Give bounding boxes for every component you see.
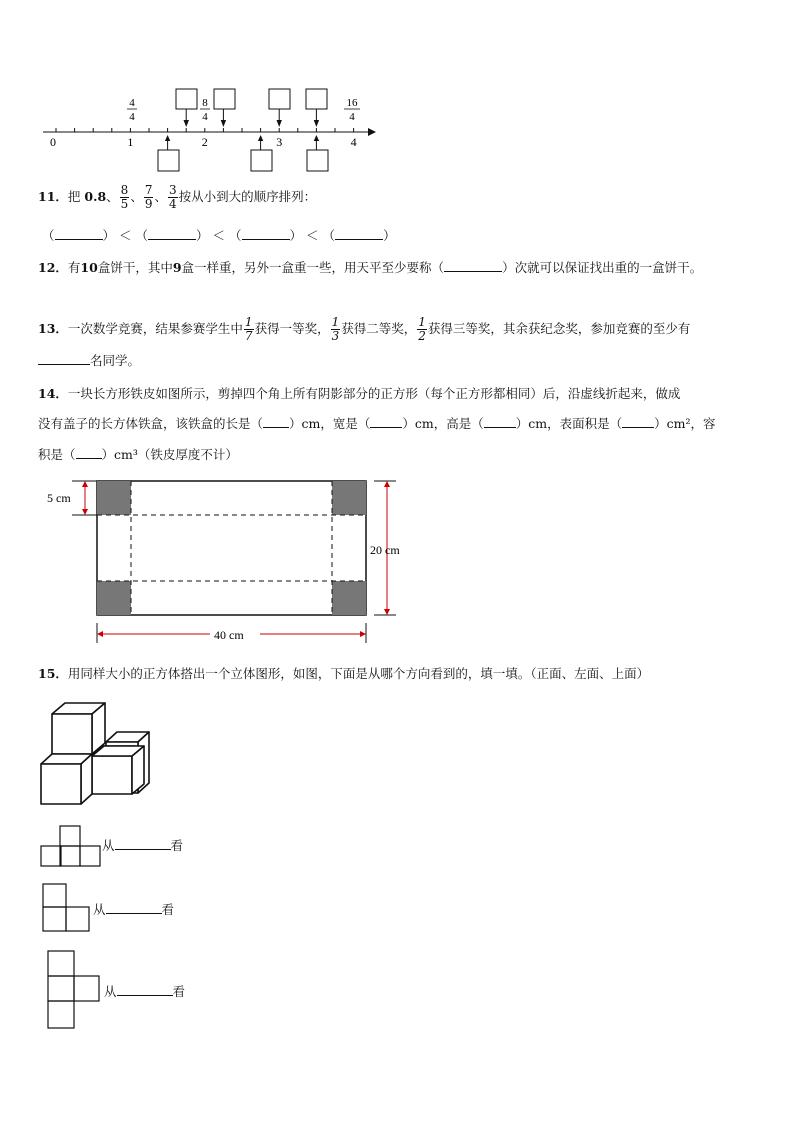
answer-blank-3[interactable]: [242, 239, 290, 240]
answer-box-bottom-1[interactable]: [158, 135, 179, 171]
number-line-figure: [38, 85, 378, 180]
question-number: 11．: [38, 189, 68, 204]
answer-box-bottom-2[interactable]: [251, 135, 272, 171]
answer-box-top-2[interactable]: [214, 89, 235, 127]
view-2-blank[interactable]: [106, 913, 162, 914]
view-1-answer: 从 看: [102, 838, 184, 853]
answer-blank-1[interactable]: [55, 239, 103, 240]
answer-length[interactable]: [263, 427, 289, 428]
answer-height[interactable]: [484, 427, 516, 428]
fraction-1-3: $\frac{1}{3}$: [331, 315, 340, 343]
answer-box-top-3[interactable]: [269, 89, 290, 127]
tick-label-2: 2: [201, 135, 208, 149]
corner-square-bottom-left: [97, 581, 131, 615]
label-5cm: 5 cm: [47, 491, 71, 505]
question-14-line1: 14．一块长方形铁皮如图所示，剪掉四个角上所有阴影部分的正方形（每个正方形都相同）后，沿虚线折起来，做成: [38, 386, 681, 401]
view-3-blank[interactable]: [117, 995, 173, 996]
fraction-7-9: $\frac{7}{9}$: [144, 183, 153, 211]
view-3-figure: [44, 950, 102, 1030]
question-number: 12．: [38, 260, 68, 275]
question-14-line2: 没有盖子的长方体铁盒，该铁盒的长是（ ）cm，宽是（ ）cm，高是（ ）cm，表面积是（ ）cm²，容: [38, 416, 716, 431]
tick-label-1: 1: [127, 135, 134, 149]
answer-box-top-1[interactable]: [176, 89, 197, 127]
question-13: 13．一次数学竞赛，结果参赛学生中 $\frac{1}{7}$ 获得一等奖， $\frac{1}{3}$ 获得二等奖， $\frac{1}{2}$ 获得三等奖，其余获纪念奖，参加竞赛的至少有: [38, 315, 691, 343]
question-12: 12．有10盒饼干，其中9盒一样重，另外一盒重一些，用天平至少要称（ ）次就可以保证找出重的一盒饼干。: [38, 260, 703, 275]
fraction-16-4-num: 16: [346, 97, 358, 109]
fraction-8-4-num: 8: [202, 97, 208, 109]
fraction-4-4-num: 4: [129, 97, 135, 109]
axis-arrow: [368, 128, 376, 136]
answer-box-top-4[interactable]: [306, 89, 327, 127]
fraction-3-4: $\frac{3}{4}$: [168, 183, 177, 211]
question-11: 11．把 0.8、 $\frac{8}{5}$ 、 $\frac{7}{9}$ 、 $\frac{3}{4}$ 按从小到大的顺序排列：: [38, 183, 317, 211]
answer-blank-4[interactable]: [335, 239, 383, 240]
question-number: 15．: [38, 666, 68, 681]
tick-label-3: 3: [276, 135, 283, 149]
answer-surface-area[interactable]: [622, 427, 654, 428]
view-2-figure: [42, 883, 92, 933]
fraction-8-4-den: 4: [202, 111, 208, 123]
view-2-answer: 从 看: [93, 902, 175, 917]
tick-label-4: 4: [350, 135, 357, 149]
answer-blank[interactable]: [444, 271, 502, 272]
question-number: 14．: [38, 386, 68, 401]
fraction-1-2: $\frac{1}{2}$: [418, 315, 426, 343]
question-13-line2: 名同学。: [38, 351, 140, 371]
answer-blank[interactable]: [38, 364, 90, 365]
corner-square-top-right: [332, 481, 366, 515]
answer-volume[interactable]: [76, 458, 102, 459]
cube-stack-figure: [38, 700, 153, 810]
corner-square-bottom-right: [332, 581, 366, 615]
corner-square-top-left: [97, 481, 131, 515]
fraction-8-5: $\frac{8}{5}$: [120, 183, 129, 211]
question-number: 13．: [38, 321, 68, 336]
fraction-4-4-den: 4: [129, 111, 135, 123]
fraction-1-7: $\frac{1}{7}$: [244, 315, 253, 343]
fraction-16-4-den: 4: [349, 111, 355, 123]
question-11-answers: （ ） ＜ （ ） ＜ （ ） ＜ （ ）: [42, 228, 396, 243]
answer-width[interactable]: [370, 427, 402, 428]
view-1-blank[interactable]: [115, 849, 171, 850]
answer-blank-2[interactable]: [148, 239, 196, 240]
label-40cm: 40 cm: [214, 628, 244, 642]
tick-label-0: 0: [50, 135, 56, 149]
iron-sheet-figure: [40, 475, 420, 650]
question-15: 15．用同样大小的正方体搭出一个立体图形，如图，下面是从哪个方向看到的，填一填。（正面、左面、上面）: [38, 666, 650, 681]
question-14-line3: 积是（ ）cm³（铁皮厚度不计）: [38, 447, 238, 462]
answer-box-bottom-3[interactable]: [307, 135, 328, 171]
view-1-figure: [40, 825, 102, 867]
view-3-answer: 从 看: [104, 984, 186, 999]
label-20cm: 20 cm: [370, 543, 400, 557]
